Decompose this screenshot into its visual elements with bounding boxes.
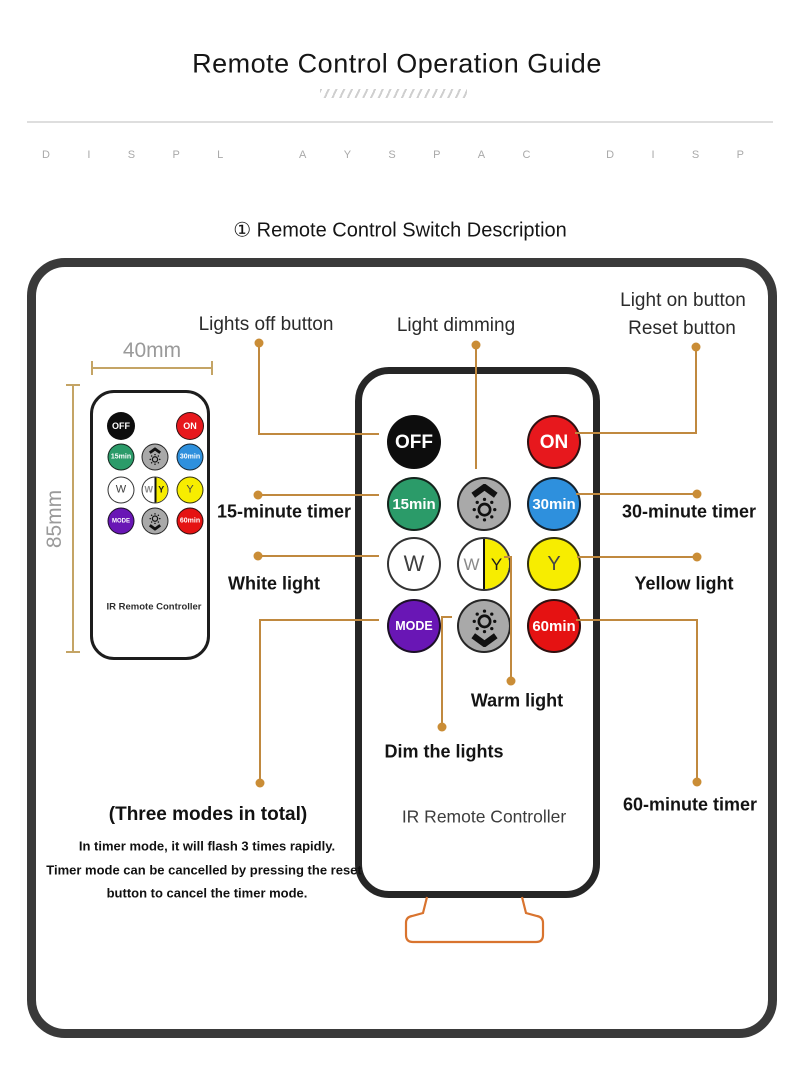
mode-button: MODE bbox=[387, 599, 441, 653]
brightness-down-icon bbox=[148, 512, 163, 531]
brightness-up-button bbox=[142, 444, 169, 471]
note-timer-flash: In timer mode, it will flash 3 times rapidly. bbox=[78, 838, 336, 854]
note-timer-cancel-1: Timer mode can be cancelled by pressing the reset bbox=[46, 862, 362, 878]
brightness-down-icon bbox=[469, 606, 500, 647]
label-15-minute-timer: 15-minute timer bbox=[216, 501, 352, 522]
yellow-light-button: Y bbox=[527, 537, 581, 591]
timer-15min-button: 15min bbox=[108, 444, 135, 471]
white-light-button: W bbox=[387, 537, 441, 591]
label-yellow-light: Yellow light bbox=[634, 573, 734, 594]
timer-60min-button: 60min bbox=[527, 599, 581, 653]
brightness-up-button bbox=[457, 477, 511, 531]
divider-line bbox=[27, 121, 773, 123]
brand-label: IR Remote Controller bbox=[106, 601, 202, 613]
on-button: ON bbox=[527, 415, 581, 469]
brand-label: IR Remote Controller bbox=[401, 806, 567, 827]
watermark-letter: P bbox=[433, 149, 441, 161]
small-remote bbox=[90, 390, 210, 660]
brightness-up-icon bbox=[148, 448, 163, 467]
watermark-letter: Y bbox=[343, 149, 352, 161]
timer-30min-button: 30min bbox=[177, 444, 204, 471]
large-remote bbox=[355, 367, 600, 898]
watermark-letter: S bbox=[127, 149, 136, 161]
watermark-letter: P bbox=[172, 149, 180, 161]
white-light-button: W bbox=[108, 477, 135, 504]
label-light-on: Light on button bbox=[620, 290, 746, 311]
label-warm-light: Warm light bbox=[470, 690, 564, 711]
timer-60min-button: 60min bbox=[177, 508, 204, 535]
section-heading: ① Remote Control Switch Description bbox=[233, 219, 567, 242]
title-underline-hatch bbox=[320, 89, 467, 98]
label-white-light: White light bbox=[228, 573, 320, 594]
watermark-letter: D bbox=[42, 149, 50, 161]
page-title: Remote Control Operation Guide bbox=[192, 48, 602, 79]
watermark-letter bbox=[568, 149, 569, 161]
watermark-letter: D bbox=[606, 149, 615, 161]
label-60-minute-timer: 60-minute timer bbox=[622, 794, 758, 815]
label-dim-the-lights: Dim the lights bbox=[384, 741, 504, 762]
off-button: OFF bbox=[107, 412, 135, 440]
mode-button: MODE bbox=[108, 508, 135, 535]
height-dimension-label: 85mm bbox=[43, 489, 66, 549]
watermark-letter: L bbox=[217, 149, 224, 161]
watermark-letter: A bbox=[298, 149, 307, 161]
note-timer-cancel-2: button to cancel the timer mode. bbox=[106, 885, 308, 901]
label-light-dimming: Light dimming bbox=[396, 315, 516, 336]
label-reset: Reset button bbox=[628, 318, 736, 339]
brightness-up-icon bbox=[469, 484, 500, 525]
yellow-light-button: Y bbox=[177, 477, 204, 504]
off-button: OFF bbox=[387, 415, 441, 469]
width-dimension-label: 40mm bbox=[122, 339, 182, 362]
brightness-down-button bbox=[142, 508, 169, 535]
label-three-modes: (Three modes in total) bbox=[108, 804, 308, 825]
label-lights-off: Lights off button bbox=[198, 314, 334, 335]
watermark-letter: I bbox=[651, 149, 655, 161]
watermark-letter: C bbox=[522, 149, 531, 161]
watermark-letter: I bbox=[87, 149, 91, 161]
warm-light-button: W Y bbox=[142, 477, 169, 504]
timer-15min-button: 15min bbox=[387, 477, 441, 531]
watermark-letter: P bbox=[736, 149, 744, 161]
watermark-letters bbox=[42, 149, 744, 161]
watermark-letter: A bbox=[477, 149, 486, 161]
on-button: ON bbox=[176, 412, 204, 440]
watermark-letter: S bbox=[691, 149, 700, 161]
warm-light-button: W Y bbox=[457, 537, 511, 591]
brightness-down-button bbox=[457, 599, 511, 653]
watermark-letter: S bbox=[388, 149, 396, 161]
timer-30min-button: 30min bbox=[527, 477, 581, 531]
label-30-minute-timer: 30-minute timer bbox=[621, 501, 757, 522]
watermark-letter bbox=[261, 149, 262, 161]
